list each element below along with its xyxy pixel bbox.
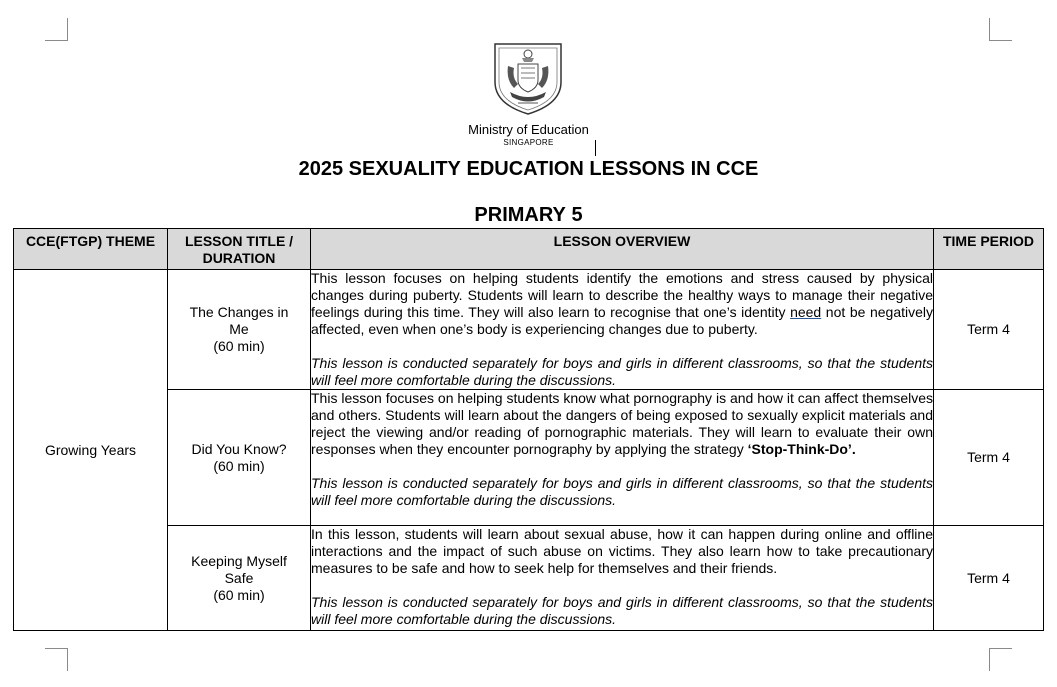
table-row — [14, 526, 1044, 631]
text-cursor — [595, 140, 596, 156]
crop-mark-bottom-left — [45, 648, 68, 671]
header-lesson-title: LESSON TITLE / DURATION — [168, 229, 311, 270]
overview-text: This lesson focuses on helping students know what pornography is and how it can affect themselves and others. Students will learn about the dangers of being exposed to sexually explicit materials and reject the viewing and/or reading of pornographic materials. They will learn to evaluate their own responses when they encounter pornography by applying the strategy ‘Stop-Think-Do’. — [311, 390, 933, 457]
lesson-overview-cell — [311, 270, 934, 390]
lesson-title: Did You Know? — [191, 440, 287, 457]
header-time-period: TIME PERIOD — [934, 229, 1044, 270]
lesson-title-cell — [168, 390, 311, 526]
lesson-overview-cell — [311, 526, 934, 631]
header-overview: LESSON OVERVIEW — [311, 229, 934, 270]
overview-note: This lesson is conducted separately for boys and girls in different classrooms, so that the students will feel more comfortable during the discussions. — [311, 355, 933, 388]
moe-crest-logo — [492, 40, 564, 116]
lesson-title-cell — [168, 270, 311, 390]
lesson-duration: (60 min) — [213, 338, 265, 354]
overview-text: In this lesson, students will learn about sexual abuse, how it can happen during online and offline interactions and the impact of such abuse on victims. They also learn how to take precautionary measures to be safe and how to seek help for themselves and their friends. — [311, 526, 933, 576]
document-title: 2025 SEXUALITY EDUCATION LESSONS IN CCE — [298, 158, 759, 180]
lesson-duration: (60 min) — [213, 457, 265, 474]
crop-mark-top-left — [45, 18, 68, 41]
lesson-title: Keeping Myself Safe — [191, 552, 287, 586]
spellcheck-word: need — [790, 304, 822, 320]
theme-cell: Growing Years — [14, 270, 168, 631]
lesson-title-cell — [168, 526, 311, 631]
overview-note: This lesson is conducted separately for boys and girls in different classrooms, so that the students will feel more comfortable during the discussions. — [311, 594, 933, 627]
lessons-table — [13, 228, 1044, 631]
time-period-cell: Term 4 — [934, 390, 1044, 526]
header-theme: CCE(FTGP) THEME — [14, 229, 168, 270]
overview-note: This lesson is conducted separately for boys and girls in different classrooms, so that the students will feel more comfortable during the discussions. — [311, 475, 933, 508]
lesson-overview-cell — [311, 390, 934, 526]
document-subtitle: PRIMARY 5 — [474, 204, 583, 226]
country-name: SINGAPORE — [503, 138, 554, 147]
strategy-name: ‘Stop-Think-Do’. — [747, 441, 856, 457]
lesson-duration: (60 min) — [213, 586, 265, 603]
crop-mark-top-right — [989, 18, 1012, 41]
overview-text: This lesson focuses on helping students identify the emotions and stress caused by physical changes during puberty. Students will learn to describe the healthy ways to manage their negative feelings during this time. They will also learn to recognise that one’s identity need not be negatively affected, even when one’s body is experiencing changes due to puberty. — [311, 270, 934, 337]
lesson-title: The Changes in Me — [189, 304, 289, 337]
time-period-cell: Term 4 — [934, 526, 1044, 631]
crop-mark-bottom-right — [989, 648, 1012, 671]
table-header-row — [14, 229, 1044, 270]
ministry-name: Ministry of Education — [468, 122, 589, 137]
table-row — [14, 390, 1044, 526]
table-row — [14, 270, 1044, 390]
time-period-cell: Term 4 — [934, 270, 1044, 390]
